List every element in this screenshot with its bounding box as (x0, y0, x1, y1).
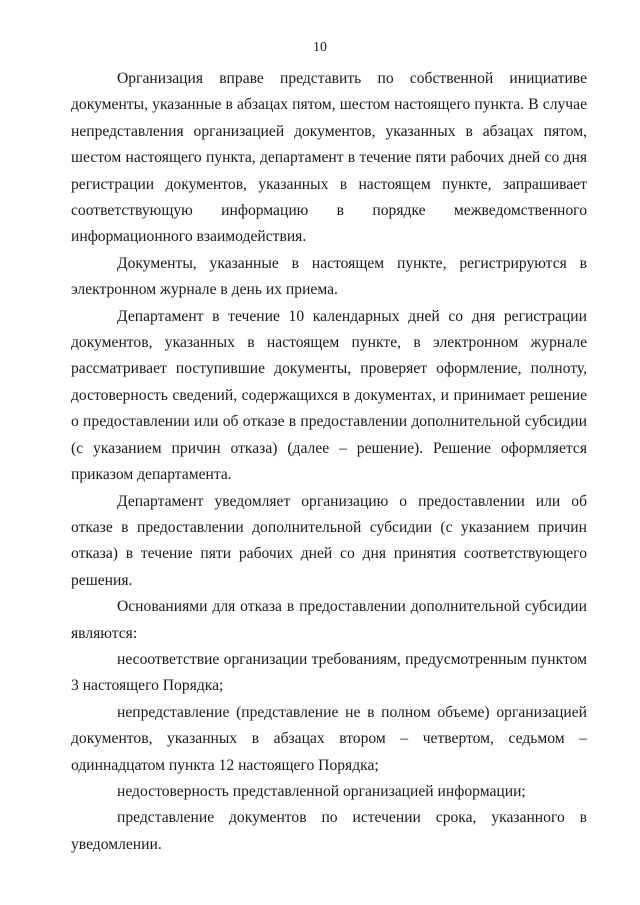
paragraph-documents-initiative: Организация вправе представить по собственной инициативе документы, указанные в абзацах пятом, шестом настоящего пункта. В случае непредставления организацией документов, указанных в абзацах пятом, шестом настоящего пункта, департамент в течение пяти рабочих дней со дня регистрации документов, указанных в настоящем пункте, запрашивает соответствующую информацию в порядке межведомственного информационного взаимодействия. (71, 70, 587, 246)
list-item-late-submission: представление документов по истечении срока, указанного в уведомлении. (71, 809, 587, 853)
paragraph-registration: Документы, указанные в настоящем пункте, регистрируются в электронном журнале в день их приема. (71, 254, 587, 299)
list-item-noncompliance: несоответствие организации требованиям, предусмотренным пунктом 3 настоящего Порядка; (71, 650, 587, 695)
paragraph-refusal-grounds-intro: Основаниями для отказа в предоставлении дополнительной субсидии являются: (71, 598, 587, 642)
paragraph-notification: Департамент уведомляет организацию о предоставлении или об отказе в предоставлении дополнительной субсидии (с указанием причин отказа) в течение пяти рабочих дней со дня принятия соответствующего решения. (71, 492, 587, 589)
paragraph-review-decision: Департамент в течение 10 календарных дней со дня регистрации документов, указанных в настоящем пункте, в электронном журнале рассматривает поступившие документы, проверяет оформление, полноту, достоверность сведений, содержащихся в документах, и принимает решение о предоставлении или об отказе в предоставлении дополнительной субсидии (с указанием причин отказа) (далее – решение). Решение оформляется приказом департамента. (71, 307, 587, 484)
list-item-missing-documents: непредставление (представление не в полном объеме) организацией документов, указанных в абзацах втором – четвертом, седьмом – одиннадцатом пункта 12 настоящего Порядка; (71, 703, 587, 774)
page-number: 10 (313, 40, 327, 55)
document-body (71, 66, 587, 858)
list-item-inaccurate-info: недостоверность представленной организацией информации; (117, 782, 526, 800)
